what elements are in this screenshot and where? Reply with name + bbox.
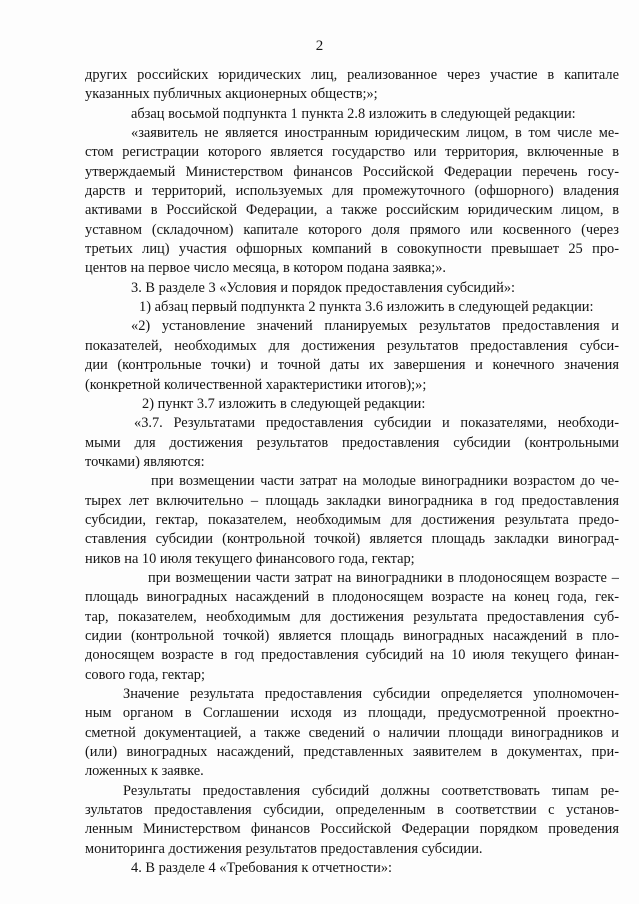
- text-line: уставном (складочном) капитале которого доля прямого или косвенного (через: [85, 221, 619, 238]
- text-line: центов на первое число месяца, в котором подана заявка;».: [85, 260, 447, 277]
- text-line: сового года, гектар;: [85, 666, 205, 683]
- text-line: зультатов предоставления субсидии, определенным в соответствии с установ-: [85, 802, 619, 819]
- text-line: (конкретной количественной характеристики итогов);»;: [85, 376, 427, 393]
- text-line: ставления субсидии (контрольной точкой) является площадь закладки виноград-: [85, 531, 619, 548]
- text-line: «заявитель не является иностранным юридическим лицом, в том числе ме-: [131, 125, 619, 142]
- text-line: третьих лиц) участия офшорных компаний в совокупности превышает 25 про-: [85, 241, 619, 258]
- text-line: при возмещении части затрат на молодые виноградники возрастом до че-: [151, 473, 619, 490]
- text-line: ников на 10 июля текущего финансового года, гектар;: [85, 550, 415, 567]
- text-line: (или) виноградных насаждений, представленных заявителем в документах, при-: [85, 744, 619, 761]
- text-line: сидии (контрольной точкой) является площадь виноградных насаждений в пло-: [85, 627, 619, 644]
- text-line: «3.7. Результатами предоставления субсидии и показателями, необходи-: [134, 415, 619, 432]
- text-line: указанных публичных акционерных обществ;»;: [85, 86, 378, 103]
- text-line: Результаты предоставления субсидий должны соответствовать типам ре-: [123, 782, 619, 799]
- text-line: дии (контрольные точки) и точной даты их завершения и конечного значения: [85, 357, 619, 374]
- text-line: тар, показателем, необходимым для достижения результата предоставления суб-: [85, 608, 619, 625]
- text-line: 2) пункт 3.7 изложить в следующей редакции:: [142, 395, 426, 412]
- text-line: дарств и территорий, используемых для промежуточного (офшорного) владения: [85, 183, 619, 200]
- text-line: утверждаемый Министерством финансов Российской Федерации перечень госу-: [85, 163, 619, 180]
- text-line: «2) установление значений планируемых результатов предоставления и: [131, 318, 619, 335]
- text-line: активами в Российской Федерации, а также российским юридическим лицом, в: [85, 202, 619, 219]
- document-body: [85, 66, 619, 878]
- text-line: при возмещении части затрат на виноградники в плодоносящем возрасте –: [148, 569, 619, 586]
- text-line: показателей, необходимых для достижения результатов предоставления субси-: [85, 337, 619, 354]
- page-number: 2: [315, 38, 324, 54]
- text-line: 3. В разделе 3 «Условия и порядок предоставления субсидий»:: [131, 279, 516, 296]
- text-line: субсидии, гектар, показателем, необходимым для достижения результата предо-: [85, 511, 619, 528]
- text-line: ным органом в Соглашении исходя из площади, предусмотренной проектно-: [85, 705, 619, 722]
- text-line: других российских юридических лиц, реализованное через участие в капитале: [85, 67, 619, 83]
- text-line: ложенных к заявке.: [85, 763, 204, 780]
- text-line: 1) абзац первый подпункта 2 пункта 3.6 изложить в следующей редакции:: [139, 299, 594, 316]
- text-line: 4. В разделе 4 «Требования к отчетности»:: [131, 860, 393, 877]
- text-line: мониторинга достижения результатов предоставления субсидии.: [85, 840, 483, 857]
- text-line: абзац восьмой подпункта 1 пункта 2.8 изложить в следующей редакции:: [131, 105, 576, 122]
- text-line: доносящем возрасте в год предоставления субсидий на 10 июля текущего финан-: [85, 647, 619, 664]
- text-line: тырех лет включительно – площадь закладки виноградника в год предоставления: [85, 492, 619, 509]
- text-line: ленным Министерством финансов Российской Федерации порядком проведения: [85, 821, 619, 838]
- text-line: точками) являются:: [85, 453, 205, 470]
- text-line: площадь виноградных насаждений в плодоносящем возрасте на конец года, гек-: [85, 589, 619, 606]
- text-line: сметной документацией, а также сведений о наличии площади виноградников и: [85, 724, 619, 741]
- text-line: мыми для достижения результатов предоставления субсидии (контрольными: [85, 434, 619, 451]
- text-line: стом регистрации которого является государство или территория, включенные в: [85, 144, 619, 161]
- text-line: Значение результата предоставления субсидии определяется уполномочен-: [123, 686, 619, 702]
